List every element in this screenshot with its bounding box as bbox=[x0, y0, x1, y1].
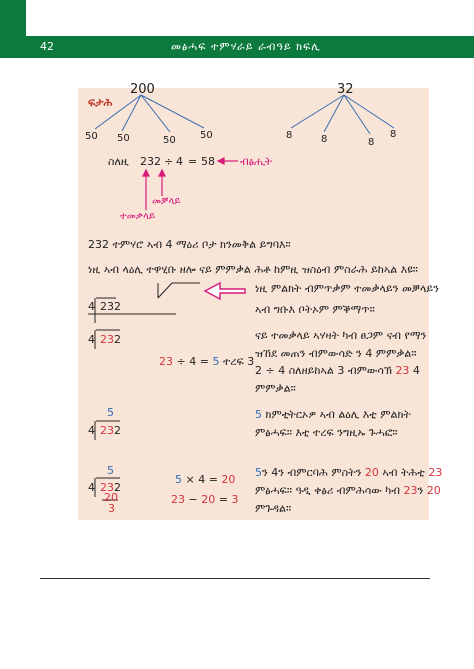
row2-middle-equation: 23 ÷ 4 = 5 ተረፍ 3 bbox=[159, 355, 255, 368]
row4-mid-2: 23 − 20 = 3 bbox=[171, 493, 239, 506]
row4-text-2: ምፅሓፍ። ዓዲ ቀፅሪ ብምሕሳው ካብ 23ን 20 bbox=[255, 484, 441, 497]
row2-text-3: 2 ÷ 4 ስለዘይከኣል 3 ብምውሳኽ 23 4 bbox=[255, 364, 420, 377]
right-part: 8 bbox=[390, 129, 397, 140]
row2-text-1: ናይ ተመቃላይ ኣሃዛት ካብ ፀጋም ናብ የማን bbox=[255, 329, 427, 342]
left-total: 200 bbox=[130, 82, 155, 97]
row4-remainder: 3 bbox=[108, 502, 115, 515]
branch-line bbox=[324, 95, 344, 132]
row2-dividend-a: 232 bbox=[100, 333, 121, 346]
branch-line bbox=[95, 95, 141, 129]
branch-line bbox=[141, 95, 170, 132]
row1-text-2: ኣብ ግቡእ ቦትኦም ምቕማጥ። bbox=[255, 303, 375, 316]
solution-label: ፍታሕ bbox=[88, 96, 113, 109]
row3-dividend: 232 bbox=[100, 424, 121, 437]
book-title: መፅሓፍ ተምሃራይ ራብዓይ ክፍሊ bbox=[171, 40, 321, 53]
row4-text-3: ምጉዳል። bbox=[255, 502, 292, 515]
branch-line bbox=[344, 95, 394, 128]
right-part: 8 bbox=[286, 130, 293, 141]
row4-quotient: 5 bbox=[107, 464, 114, 477]
branch-line bbox=[122, 95, 141, 131]
row1-dividend: 232 bbox=[100, 300, 121, 313]
row3-divisor: 4 bbox=[88, 424, 95, 437]
row1-divisor: 4 bbox=[88, 300, 95, 313]
row2-text-2: ዝኸደ መጠን ብምውሳድ ን 4 ምምቃል። bbox=[255, 347, 417, 360]
right-part: 8 bbox=[321, 134, 328, 145]
left-part: 50 bbox=[117, 133, 130, 144]
equation-result: 58 bbox=[201, 155, 215, 168]
page-header bbox=[26, 36, 474, 58]
row4-divisor: 4 bbox=[88, 481, 95, 494]
intro-line-2: ነዚ ኣብ ላዕሊ ተዋሂቡ ዘሎ ናይ ምምቃል ሕቶ ከምዚ ዝስዕብ ምስራሕ ይከኣል እዩ። bbox=[88, 263, 418, 276]
branch-line bbox=[291, 95, 344, 128]
row4-dividend: 232 bbox=[100, 481, 121, 494]
equation-prefix: ስለዚ bbox=[108, 155, 129, 168]
row4-mid-1: 5 × 4 = 20 bbox=[175, 473, 236, 486]
left-part: 50 bbox=[200, 130, 213, 141]
divisor-label: መቓላይ bbox=[152, 196, 181, 207]
equation-dividend: 232 bbox=[140, 155, 161, 168]
row1-text-1: ነዚ ምልክት ብምጥቃም ተመቃላይን መቓላይን bbox=[255, 282, 439, 295]
branch-line bbox=[141, 95, 204, 128]
quotient-label: ብፅሒት bbox=[240, 155, 273, 168]
branch-line bbox=[344, 95, 370, 134]
dividend-label: ተመቃላይ bbox=[120, 211, 156, 222]
left-part: 50 bbox=[85, 131, 98, 142]
row2-text-4: ምምቃል። bbox=[255, 382, 296, 395]
left-green-bar bbox=[0, 0, 26, 58]
intro-line-1: 232 ተምሃሮ ኣብ 4 ማዕሪ ቦታ ክንመቅል ይግባእ። bbox=[88, 238, 291, 251]
equation-equals: = bbox=[188, 155, 198, 168]
page-number: 42 bbox=[40, 40, 54, 53]
right-total: 32 bbox=[337, 82, 354, 97]
equation-operator: ÷ bbox=[164, 155, 174, 168]
row2-divisor: 4 bbox=[88, 333, 95, 346]
row3-text-1: 5 ክምቲትርኦዎ ኣብ ልዕሊ እቲ ምልክት bbox=[255, 408, 411, 421]
right-part: 8 bbox=[368, 137, 375, 148]
equation-arrows bbox=[120, 150, 250, 220]
row4-subtrahend: 20 bbox=[104, 491, 118, 504]
row4-text-1: 5ን 4ን ብምርባሕ ምስትን 20 ኣብ ትሕቲ 23 bbox=[255, 466, 443, 479]
footer-rule bbox=[40, 578, 430, 579]
row3-quotient: 5 bbox=[107, 406, 114, 419]
row3-text-2: ምፅሓፍ። እቲ ተረፍ ንግዚኡ ጉሓፎ። bbox=[255, 426, 398, 439]
left-part: 50 bbox=[163, 135, 176, 146]
equation-divisor: 4 bbox=[176, 155, 183, 168]
